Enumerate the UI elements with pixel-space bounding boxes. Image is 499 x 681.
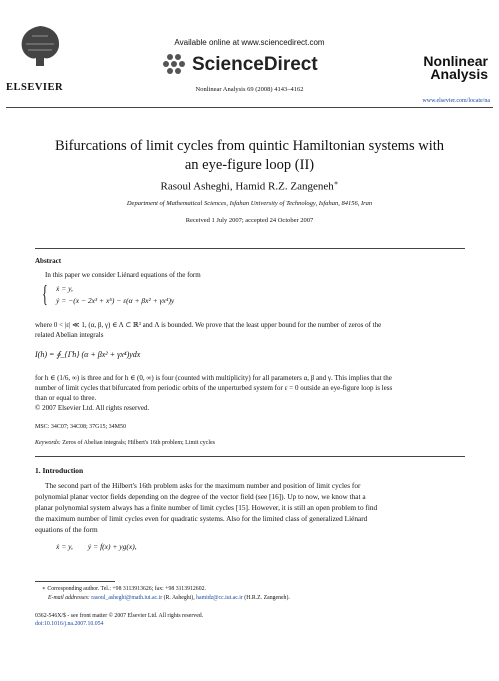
- email-addresses: [48, 594, 290, 602]
- keywords-list: Zeros of Abelian integrals; Hilbert's 16th problem; Limit cycles: [62, 440, 215, 446]
- abstract-result-line-2: number of limit cycles that bifurcated from periodic orbits of the unperturbed system for ε = 0 outside an eye-figure loop is less: [35, 384, 393, 392]
- article-title: [0, 137, 499, 175]
- intro-equation: ẋ = y, ẏ = f(x) + yg(x),: [56, 542, 137, 551]
- corresponding-mark[interactable]: ∗: [333, 179, 339, 187]
- intro-line-4: the maximum number of limit cycles even for quadratic systems. Also for the limited class of generalized Liénard: [35, 514, 368, 523]
- doi-link[interactable]: doi:10.1016/j.na.2007.10.054: [35, 621, 104, 627]
- received-dates: Received 1 July 2007; accepted 24 October 2007: [185, 217, 314, 224]
- journal-name-line-1: Nonlinear: [423, 53, 488, 69]
- journal-citation: Nonlinear Analysis 69 (2008) 4143–4162: [195, 86, 304, 93]
- sciencedirect-wordmark: ScienceDirect: [192, 54, 318, 75]
- journal-name-line-2: Analysis: [430, 66, 488, 82]
- affiliation: Department of Mathematical Sciences, Isfahan University of Technology, Isfahan, 84156, Iran: [126, 200, 373, 207]
- intro-line-5: equations of the form: [35, 525, 98, 534]
- email-owner-asheghi: (R. Asheghi),: [163, 595, 195, 601]
- msc-codes: MSC: 34C07; 34C08; 37G15; 34M50: [35, 424, 127, 430]
- abstract-intro: In this paper we consider Liénard equations of the form: [45, 271, 201, 279]
- keywords-label: Keywords:: [35, 440, 61, 446]
- publisher-name: ELSEVIER: [6, 82, 64, 93]
- intro-line-1: The second part of the Hilbert's 16th problem asks for the maximum number and position of limit cycles for: [45, 481, 361, 490]
- intro-line-2: polynomial planar vector fields depending on the degree of the vector field (see [16]). Up to now, we know that a: [35, 492, 366, 501]
- available-online-line[interactable]: Available online at www.sciencedirect.com: [174, 38, 325, 47]
- abstract-bottom-divider: [35, 456, 465, 457]
- abstract-where-line-1: where 0 < |ε| ≪ 1, (α, β, γ) ∈ Λ ⊂ ℝ³ and Λ is bounded. We prove that the least upper bound for the number of zeros of the: [35, 321, 382, 329]
- abstract-result-line-3: than or equal to three.: [35, 394, 97, 402]
- equation-line-2: ẏ = −(x − 2x³ + x⁵) − ε(α + βx² + γx⁴)y: [56, 296, 175, 305]
- equation-line-1: ẋ = y,: [56, 284, 73, 293]
- title-line-1: Bifurcations of limit cycles from quintic Hamiltonian systems with: [54, 138, 445, 154]
- abstract-result-line-1: for h ∈ (1/6, ∞) is three and for h ∈ (0, ∞) is four (counted with multiplicity) for all parameters α, β and γ. This implies that the: [35, 374, 392, 382]
- abstract-where-line-2: related Abelian integrals: [35, 331, 104, 339]
- email-label: E-mail addresses:: [48, 595, 90, 601]
- header-divider: [6, 107, 493, 108]
- keywords: [35, 438, 215, 448]
- email-link-asheghi[interactable]: rasoul_asheghi@math.iut.ac.ir: [91, 595, 163, 601]
- abelian-integral: I(h) = ∮_{Γh} (α + βx² + γx⁴)ydx: [35, 350, 141, 359]
- issn-line: 0362-546X/$ - see front matter © 2007 Elsevier Ltd. All rights reserved.: [35, 613, 204, 619]
- abstract-copyright: © 2007 Elsevier Ltd. All rights reserved.: [35, 404, 150, 412]
- abstract-top-divider: [35, 248, 465, 249]
- email-owner-zangeneh: (H.R.Z. Zangeneh).: [244, 595, 290, 601]
- footnote-divider: [35, 581, 115, 582]
- abstract-heading: Abstract: [35, 257, 62, 265]
- system-brace: {: [42, 282, 48, 308]
- journal-url-link[interactable]: www.elsevier.com/locate/na: [422, 98, 490, 104]
- author-names: Rasoul Asheghi, Hamid R.Z. Zangeneh: [160, 180, 334, 193]
- title-line-2: an eye-figure loop (II): [184, 157, 315, 173]
- sciencedirect-logo[interactable]: [160, 48, 350, 78]
- intro-heading: 1. Introduction: [35, 466, 84, 475]
- journal-logo: [378, 55, 488, 81]
- authors: [0, 179, 499, 193]
- corresponding-author-note: ∗ Corresponding author. Tel.: +98 3113913626; fax: +98 3113912602.: [42, 586, 206, 592]
- email-link-zangeneh[interactable]: hamidz@cc.iut.ac.ir: [196, 595, 243, 601]
- intro-line-3: planar polynomial system always has a finite number of limit cycles [15]. However, it is still an open problem to find: [35, 503, 378, 512]
